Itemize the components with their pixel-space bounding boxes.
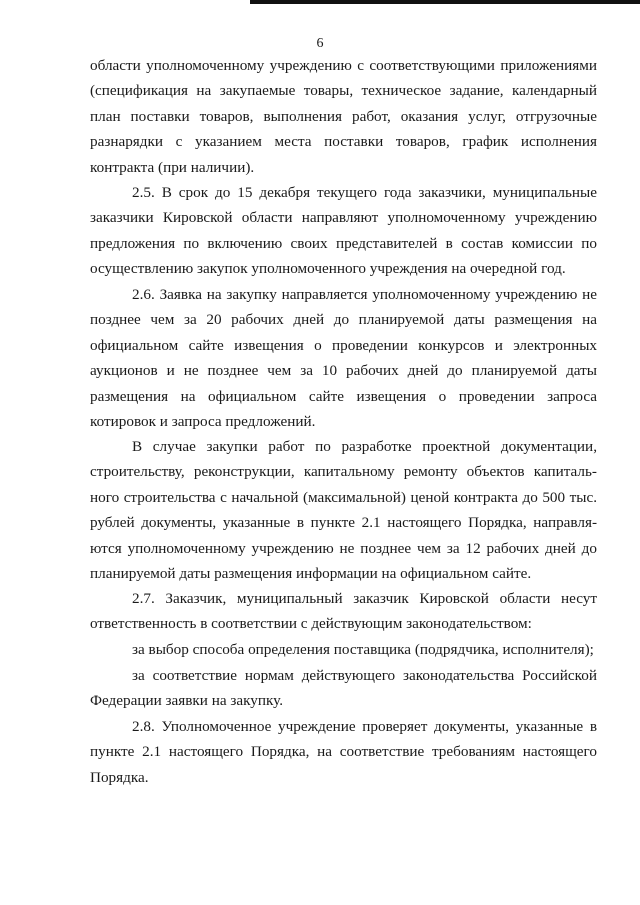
list-item-legal-compliance: за соответствие нормам действующего законодательства Российской Федерации заявки на закупку. xyxy=(90,667,597,710)
list-item-supplier-method: за выбор способа определения поставщика (подрядчика, исполнителя); xyxy=(132,641,594,658)
paragraph-continuation: области уполномоченному учреждению с соответствующими приложениями (спецификация на закупаемые товары, техническое задание, календарный план поставки товаров, выполнения работ, оказания услуг, отгрузочные разнарядки с указанием места поставки товаров, график исполнения контракта (при наличии). xyxy=(90,57,597,176)
top-border-rule xyxy=(250,0,640,4)
page-number: 6 xyxy=(316,36,324,51)
paragraph-2-8: 2.8. Уполномоченное учреждение проверяет документы, указанные в пункте 2.1 настоящего Порядка, на соответствие требованиям настоящего Порядка. xyxy=(90,718,597,786)
paragraph-2-7: 2.7. Заказчик, муниципальный заказчик Кировской области несут ответственность в соответствии с действующим законодательством: xyxy=(90,590,597,633)
paragraph-2-6: 2.6. Заявка на закупку направляется уполномоченному учреждению не позднее чем за 20 рабочих дней до планируемой даты размещения на официальном сайте извещения о проведении конкурсов и электронных аукционов и не позднее чем за 10 рабочих дней до планируемой даты размещения на официальном сайте извещения о проведении запроса котировок и запроса предложений. xyxy=(90,286,597,431)
paragraph-2-5: 2.5. В срок до 15 декабря текущего года заказчики, муниципальные заказчики Кировской области направляют уполномоченному учреждению предложения по включению своих представителей в состав комиссии по осуществлению закупок уполномоченного учреждения на очередной год. xyxy=(90,184,597,278)
paragraph-construction-case: В случае закупки работ по разработке проектной документации, строительству, реконструкции, капитальному ремонту объектов капиталь-ного строительства с начальной (максимальной) ценой контракта до 500 тыс. рублей документы, указанные в пункте 2.1 настоящего Порядка, направля-ются уполномоченному учреждению не позднее чем за 12 рабочих дней до планируемой даты размещения информации на официальном сайте. xyxy=(90,438,597,583)
